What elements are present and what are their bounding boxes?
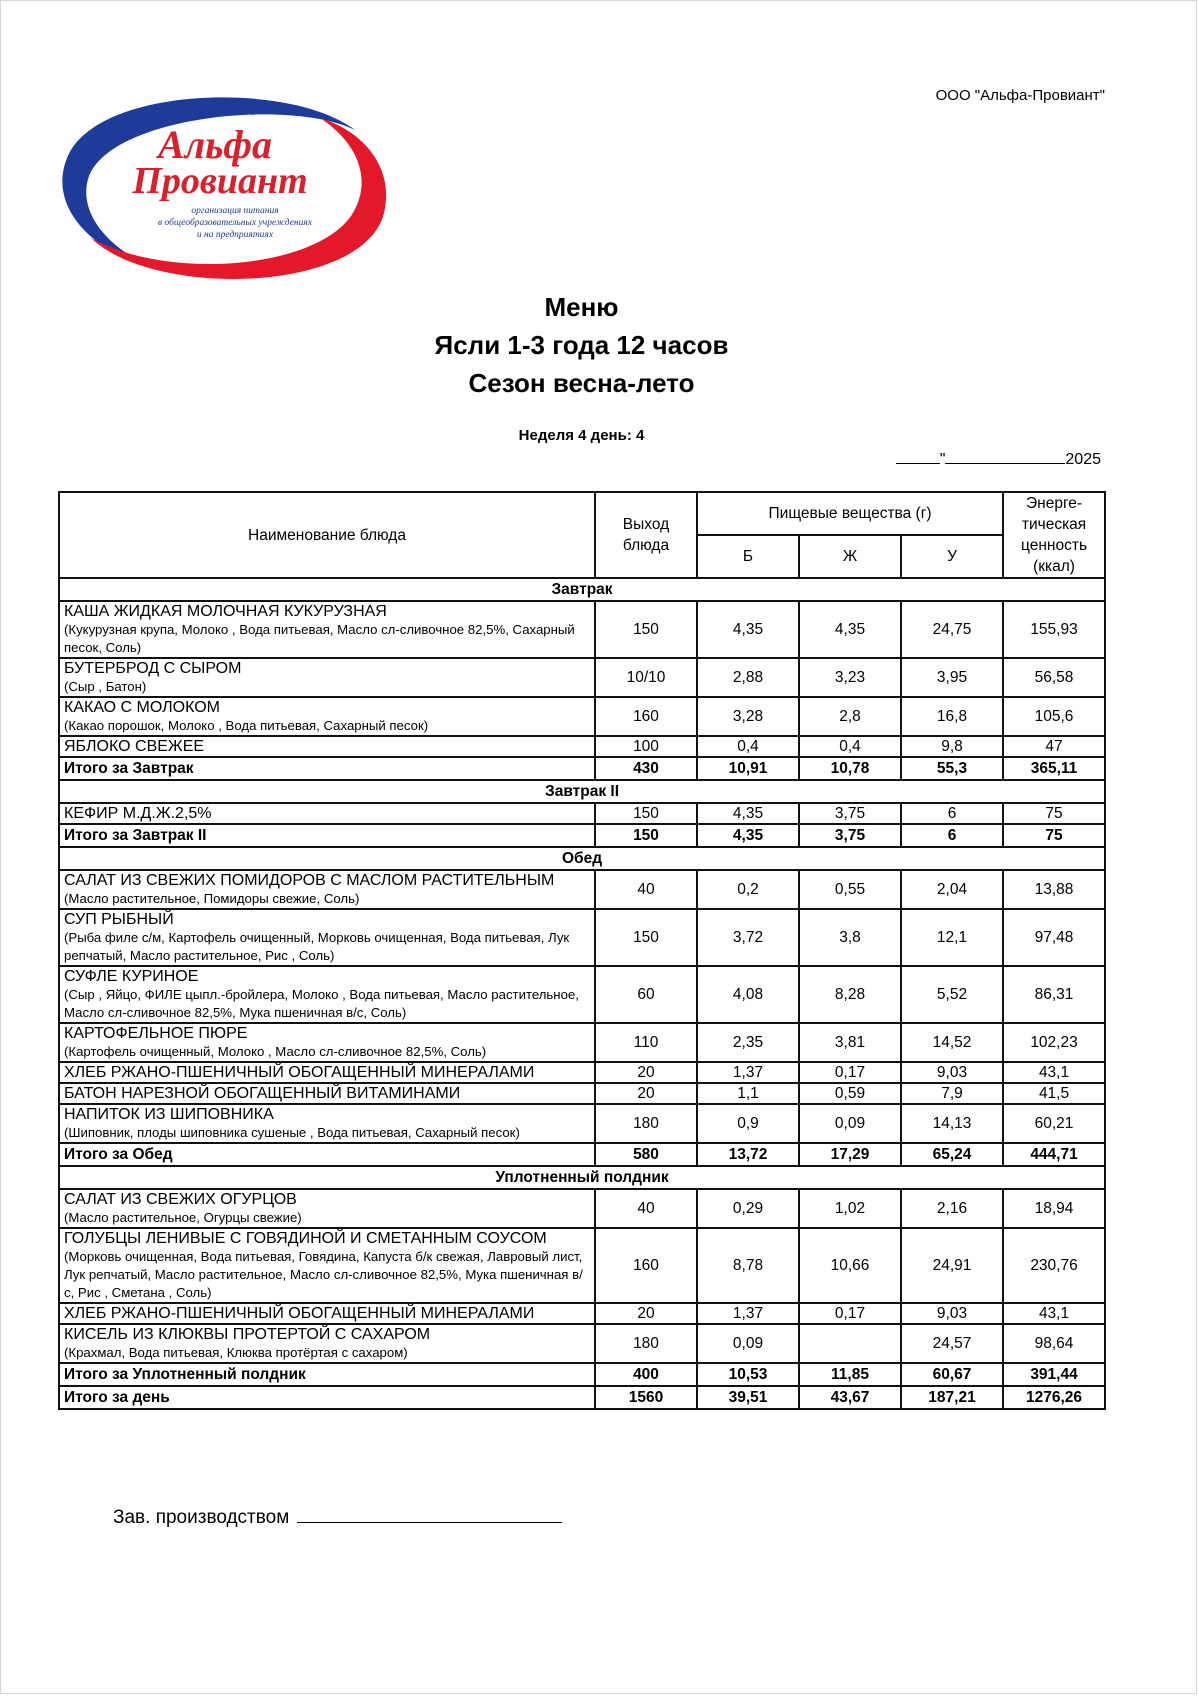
energy-cell: 47: [1003, 736, 1105, 757]
total-label: Итого за Завтрак II: [59, 824, 595, 847]
section-header-row: [59, 578, 1105, 601]
fat-cell: 8,28: [799, 966, 901, 1023]
protein-cell: 3,28: [697, 697, 799, 736]
yield-cell: 60: [595, 966, 697, 1023]
energy-cell: 97,48: [1003, 909, 1105, 966]
fat-cell: 0,17: [799, 1062, 901, 1083]
total-energy-cell: 75: [1003, 824, 1105, 847]
dish-ingredients: (Картофель очищенный, Молоко , Масло сл-сливочное 82,5%, Соль): [64, 1044, 487, 1059]
yield-cell: 180: [595, 1324, 697, 1363]
dish-row: [59, 870, 1105, 909]
section-header-row: [59, 1166, 1105, 1189]
total-fat-cell: 10,78: [799, 757, 901, 780]
dish-cell: [59, 736, 595, 757]
header-energy: Энерге- тическая ценность (ккал): [1003, 492, 1105, 578]
dish-cell: [59, 1189, 595, 1228]
protein-cell: 0,2: [697, 870, 799, 909]
logo-tagline-2: в общеобразовательных учреждениях: [157, 218, 313, 228]
energy-cell: 230,76: [1003, 1228, 1105, 1303]
total-fat-cell: 3,75: [799, 824, 901, 847]
dish-name: ХЛЕБ РЖАНО-ПШЕНИЧНЫЙ ОБОГАЩЕННЫЙ МИНЕРАЛАМИ: [64, 1305, 535, 1322]
fat-cell: 10,66: [799, 1228, 901, 1303]
protein-cell: 2,88: [697, 658, 799, 697]
energy-cell: 60,21: [1003, 1104, 1105, 1143]
carbs-cell: 24,75: [901, 601, 1003, 658]
total-yield-cell: 1560: [595, 1386, 697, 1409]
section-title: Завтрак II: [59, 780, 1105, 803]
yield-cell: 160: [595, 1228, 697, 1303]
total-label: Итого за Завтрак: [59, 757, 595, 780]
total-carbs-cell: 55,3: [901, 757, 1003, 780]
logo-tagline-1: организация питания: [191, 206, 279, 216]
fat-cell: 2,8: [799, 697, 901, 736]
section-title: Обед: [59, 847, 1105, 870]
energy-cell: 98,64: [1003, 1324, 1105, 1363]
logo-name-line1: Альфа: [157, 122, 273, 167]
total-energy-cell: 391,44: [1003, 1363, 1105, 1386]
dish-name: НАПИТОК ИЗ ШИПОВНИКА: [64, 1106, 274, 1123]
total-yield-cell: 150: [595, 824, 697, 847]
protein-cell: 4,08: [697, 966, 799, 1023]
dish-cell: [59, 1083, 595, 1104]
dish-ingredients: (Крахмал, Вода питьевая, Клюква протёртая с сахаром): [64, 1345, 408, 1360]
protein-cell: 0,29: [697, 1189, 799, 1228]
dish-name: САЛАТ ИЗ СВЕЖИХ ОГУРЦОВ: [64, 1191, 297, 1208]
section-total-row: [59, 824, 1105, 847]
section-header-row: [59, 847, 1105, 870]
dish-name: ХЛЕБ РЖАНО-ПШЕНИЧНЫЙ ОБОГАЩЕННЫЙ МИНЕРАЛАМИ: [64, 1064, 535, 1081]
total-label: Итого за Обед: [59, 1143, 595, 1166]
dish-ingredients: (Сыр , Батон): [64, 679, 147, 694]
dish-row: [59, 966, 1105, 1023]
fat-cell: 0,09: [799, 1104, 901, 1143]
dish-cell: [59, 601, 595, 658]
carbs-cell: 9,03: [901, 1303, 1003, 1324]
header-nutrients: Пищевые вещества (г): [697, 492, 1003, 535]
signature-block: [113, 1507, 562, 1529]
dish-cell: [59, 909, 595, 966]
header-fat: Ж: [799, 535, 901, 578]
dish-name: САЛАТ ИЗ СВЕЖИХ ПОМИДОРОВ С МАСЛОМ РАСТИТЕЛЬНЫМ: [64, 872, 555, 889]
carbs-cell: 9,8: [901, 736, 1003, 757]
dish-name: КАКАО С МОЛОКОМ: [64, 699, 220, 716]
header-yield: Выход блюда: [595, 492, 697, 578]
total-yield-cell: 400: [595, 1363, 697, 1386]
fat-cell: 0,17: [799, 1303, 901, 1324]
protein-cell: 4,35: [697, 803, 799, 824]
energy-cell: 43,1: [1003, 1303, 1105, 1324]
dish-cell: [59, 697, 595, 736]
date-day-blank: [896, 449, 940, 464]
dish-row: [59, 1228, 1105, 1303]
date-line: [896, 449, 1101, 469]
header-dish-name: Наименование блюда: [59, 492, 595, 578]
fat-cell: [799, 1324, 901, 1363]
company-logo: [55, 88, 390, 288]
protein-cell: 0,09: [697, 1324, 799, 1363]
carbs-cell: 14,13: [901, 1104, 1003, 1143]
yield-cell: 150: [595, 601, 697, 658]
title-line-3: Сезон весна-лето: [468, 368, 695, 398]
total-yield-cell: 580: [595, 1143, 697, 1166]
yield-cell: 180: [595, 1104, 697, 1143]
carbs-cell: 24,91: [901, 1228, 1003, 1303]
menu-title: [0, 288, 1163, 402]
energy-cell: 13,88: [1003, 870, 1105, 909]
total-energy-cell: 1276,26: [1003, 1386, 1105, 1409]
logo-tagline-3: и на предприятиях: [196, 230, 274, 240]
yield-cell: 40: [595, 1189, 697, 1228]
dish-name: СУФЛЕ КУРИНОЕ: [64, 968, 199, 985]
total-carbs-cell: 6: [901, 824, 1003, 847]
dish-row: [59, 1062, 1105, 1083]
total-yield-cell: 430: [595, 757, 697, 780]
carbs-cell: 3,95: [901, 658, 1003, 697]
dish-row: [59, 1189, 1105, 1228]
total-energy-cell: 365,11: [1003, 757, 1105, 780]
protein-cell: 1,37: [697, 1062, 799, 1083]
dish-row: [59, 803, 1105, 824]
signature-label: Зав. производством: [113, 1507, 290, 1528]
fat-cell: 3,81: [799, 1023, 901, 1062]
dish-cell: [59, 1023, 595, 1062]
menu-table: [58, 491, 1106, 1410]
dish-ingredients: (Шиповник, плоды шиповника сушеные , Вода питьевая, Сахарный песок): [64, 1125, 520, 1140]
dish-cell: [59, 1104, 595, 1143]
total-label: Итого за Уплотненный полдник: [59, 1363, 595, 1386]
total-carbs-cell: 187,21: [901, 1386, 1003, 1409]
yield-cell: 20: [595, 1303, 697, 1324]
total-carbs-cell: 65,24: [901, 1143, 1003, 1166]
dish-name: КЕФИР М.Д.Ж.2,5%: [64, 805, 212, 822]
dish-name: КАША ЖИДКАЯ МОЛОЧНАЯ КУКУРУЗНАЯ: [64, 603, 387, 620]
carbs-cell: 14,52: [901, 1023, 1003, 1062]
total-protein-cell: 39,51: [697, 1386, 799, 1409]
dish-ingredients: (Рыба филе с/м, Картофель очищенный, Морковь очищенная, Вода питьевая, Лук репчатый, Масло растительное, Рис , Соль): [64, 930, 570, 963]
fat-cell: 4,35: [799, 601, 901, 658]
dish-name: ГОЛУБЦЫ ЛЕНИВЫЕ С ГОВЯДИНОЙ И СМЕТАННЫМ СОУСОМ: [64, 1230, 547, 1247]
total-label: Итого за день: [59, 1386, 595, 1409]
dish-name: ЯБЛОКО СВЕЖЕЕ: [64, 738, 205, 755]
dish-name: СУП РЫБНЫЙ: [64, 911, 174, 928]
fat-cell: 0,4: [799, 736, 901, 757]
yield-cell: 10/10: [595, 658, 697, 697]
dish-cell: [59, 1324, 595, 1363]
protein-cell: 1,1: [697, 1083, 799, 1104]
energy-cell: 56,58: [1003, 658, 1105, 697]
section-total-row: [59, 1363, 1105, 1386]
dish-row: [59, 736, 1105, 757]
dish-ingredients: (Сыр , Яйцо, ФИЛЕ цыпл.-бройлера, Молоко , Вода питьевая, Масло растительное, Масло сл-сливочное 82,5%, Мука пшеничная в/с, Соль): [64, 987, 579, 1020]
yield-cell: 100: [595, 736, 697, 757]
dish-ingredients: (Масло растительное, Огурцы свежие): [64, 1210, 302, 1225]
dish-row: [59, 909, 1105, 966]
energy-cell: 75: [1003, 803, 1105, 824]
week-day-label: Неделя 4 день: 4: [518, 427, 645, 444]
date-year: 2025: [1065, 451, 1101, 468]
total-fat-cell: 11,85: [799, 1363, 901, 1386]
dish-row: [59, 1324, 1105, 1363]
yield-cell: 160: [595, 697, 697, 736]
section-header-row: [59, 780, 1105, 803]
energy-cell: 18,94: [1003, 1189, 1105, 1228]
date-quote: ": [939, 451, 946, 468]
energy-cell: 105,6: [1003, 697, 1105, 736]
protein-cell: 0,4: [697, 736, 799, 757]
company-name: ООО "Альфа-Провиант": [935, 87, 1105, 104]
dish-row: [59, 1083, 1105, 1104]
dish-cell: [59, 1062, 595, 1083]
total-fat-cell: 17,29: [799, 1143, 901, 1166]
dish-cell: [59, 803, 595, 824]
day-total-row: [59, 1386, 1105, 1409]
dish-cell: [59, 870, 595, 909]
dish-ingredients: (Какао порошок, Молоко , Вода питьевая, Сахарный песок): [64, 718, 429, 733]
menu-body: [59, 578, 1105, 1409]
energy-cell: 43,1: [1003, 1062, 1105, 1083]
carbs-cell: 16,8: [901, 697, 1003, 736]
dish-ingredients: (Кукурузная крупа, Молоко , Вода питьевая, Масло сл-сливочное 82,5%, Сахарный песок, Соль): [64, 622, 575, 655]
signature-line: [297, 1508, 562, 1523]
total-protein-cell: 4,35: [697, 824, 799, 847]
fat-cell: 3,75: [799, 803, 901, 824]
section-total-row: [59, 1143, 1105, 1166]
total-protein-cell: 13,72: [697, 1143, 799, 1166]
dish-name: КАРТОФЕЛЬНОЕ ПЮРЕ: [64, 1025, 248, 1042]
carbs-cell: 9,03: [901, 1062, 1003, 1083]
yield-cell: 150: [595, 909, 697, 966]
dish-row: [59, 697, 1105, 736]
protein-cell: 8,78: [697, 1228, 799, 1303]
carbs-cell: 24,57: [901, 1324, 1003, 1363]
fat-cell: 3,8: [799, 909, 901, 966]
total-fat-cell: 43,67: [799, 1386, 901, 1409]
carbs-cell: 6: [901, 803, 1003, 824]
dish-ingredients: (Масло растительное, Помидоры свежие, Соль): [64, 891, 360, 906]
dish-name: БУТЕРБРОД С СЫРОМ: [64, 660, 242, 677]
energy-cell: 41,5: [1003, 1083, 1105, 1104]
yield-cell: 150: [595, 803, 697, 824]
protein-cell: 4,35: [697, 601, 799, 658]
dish-cell: [59, 658, 595, 697]
energy-cell: 86,31: [1003, 966, 1105, 1023]
carbs-cell: 7,9: [901, 1083, 1003, 1104]
logo-name-line2: Провиант: [132, 160, 308, 202]
header-protein: Б: [697, 535, 799, 578]
carbs-cell: 2,04: [901, 870, 1003, 909]
fat-cell: 0,55: [799, 870, 901, 909]
dish-row: [59, 658, 1105, 697]
section-title: Завтрак: [59, 578, 1105, 601]
dish-row: [59, 1104, 1105, 1143]
dish-ingredients: (Морковь очищенная, Вода питьевая, Говядина, Капуста б/к свежая, Лавровый лист, Лук репчатый, Масло растительное, Масло сл-сливочное 82,5%, Мука пшеничная в/с, Рис , Сметана , Соль): [64, 1249, 583, 1300]
total-protein-cell: 10,91: [697, 757, 799, 780]
dish-row: [59, 601, 1105, 658]
energy-cell: 155,93: [1003, 601, 1105, 658]
fat-cell: 0,59: [799, 1083, 901, 1104]
carbs-cell: 12,1: [901, 909, 1003, 966]
fat-cell: 3,23: [799, 658, 901, 697]
protein-cell: 0,9: [697, 1104, 799, 1143]
energy-cell: 102,23: [1003, 1023, 1105, 1062]
dish-row: [59, 1023, 1105, 1062]
yield-cell: 20: [595, 1083, 697, 1104]
header-carbs: У: [901, 535, 1003, 578]
date-month-blank: [945, 449, 1065, 464]
yield-cell: 20: [595, 1062, 697, 1083]
carbs-cell: 5,52: [901, 966, 1003, 1023]
fat-cell: 1,02: [799, 1189, 901, 1228]
carbs-cell: 2,16: [901, 1189, 1003, 1228]
section-title: Уплотненный полдник: [59, 1166, 1105, 1189]
total-energy-cell: 444,71: [1003, 1143, 1105, 1166]
dish-cell: [59, 966, 595, 1023]
protein-cell: 1,37: [697, 1303, 799, 1324]
title-line-2: Ясли 1-3 года 12 часов: [434, 330, 729, 360]
total-carbs-cell: 60,67: [901, 1363, 1003, 1386]
protein-cell: 3,72: [697, 909, 799, 966]
title-line-1: Меню: [544, 292, 619, 322]
section-total-row: [59, 757, 1105, 780]
dish-name: КИСЕЛЬ ИЗ КЛЮКВЫ ПРОТЕРТОЙ С САХАРОМ: [64, 1326, 431, 1343]
dish-cell: [59, 1228, 595, 1303]
protein-cell: 2,35: [697, 1023, 799, 1062]
dish-row: [59, 1303, 1105, 1324]
yield-cell: 110: [595, 1023, 697, 1062]
total-protein-cell: 10,53: [697, 1363, 799, 1386]
yield-cell: 40: [595, 870, 697, 909]
dish-cell: [59, 1303, 595, 1324]
dish-name: БАТОН НАРЕЗНОЙ ОБОГАЩЕННЫЙ ВИТАМИНАМИ: [64, 1085, 461, 1102]
